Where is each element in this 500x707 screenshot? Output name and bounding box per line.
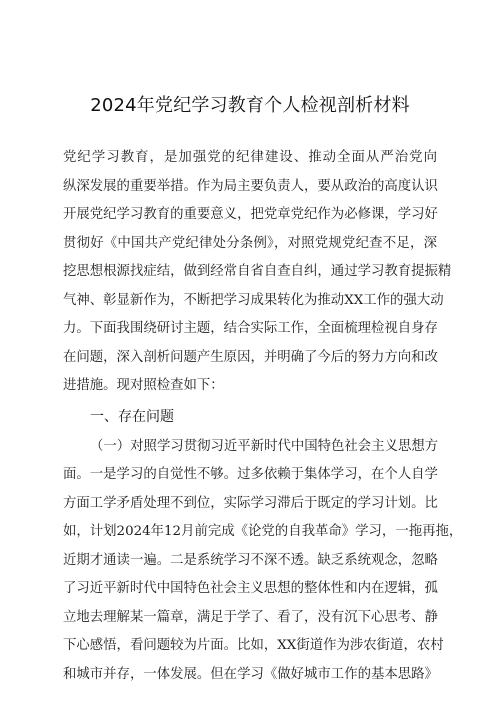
intro-line: 气神、彰显新作为，不断把学习成果转化为推动XX工作的强大动 xyxy=(63,292,444,308)
section-line: 如，计划2024年12月前完成《论党的自我革命》学习，一拖再拖， xyxy=(63,524,463,539)
section-line: 近期才通读一遍。二是系统学习不深不透。缺乏系统观念，忽略 xyxy=(63,552,438,568)
intro-line: 贯彻好《中国共产党纪律处分条例》，对照党规党纪查不足，深 xyxy=(63,235,437,251)
section-line: 立地去理解某一篇章，满足于学了、看了，没有沉下心思考、静 xyxy=(63,609,438,625)
intro-line: 在问题，深入剖析问题产生原因，并明确了今后的努力方向和改 xyxy=(63,349,438,365)
section-line: 和城市并存，一体发展。但在学习《做好城市工作的基本思路》 xyxy=(63,666,438,682)
intro-line: 开展党纪学习教育的重要意义，把党章党纪作为必修课，学习好 xyxy=(63,207,438,222)
intro-line: 纵深发展的重要举措。作为局主要负责人，要从政治的高度认识 xyxy=(63,178,438,194)
document-title: 2024年党纪学习教育个人检视剖析材料 xyxy=(90,95,410,116)
intro-line: 党纪学习教育，是加强党的纪律建设、推动全面从严治党向 xyxy=(63,150,437,165)
intro-line: 力。下面我围绕研讨主题，结合实际工作，全面梳理检视自身存 xyxy=(63,321,438,336)
section-line: 面。一是学习的自觉性不够。过多依赖于集体学习，在个人自学 xyxy=(63,467,438,482)
intro-line: 挖思想根源找症结，做到经常自省自查自纠，通过学习教育提振精 xyxy=(63,264,452,279)
section-line: 方面工学矛盾处理不到位，实际学习滞后于既定的学习计划。比 xyxy=(63,495,438,511)
section-line: 了习近平新时代中国特色社会主义思想的整体性和内在逻辑，孤 xyxy=(63,581,438,596)
section-line: 下心感悟，看问题较为片面。比如，XX街道作为涉农街道，农村 xyxy=(63,638,444,653)
intro-line: 进措施。现对照检查如下： xyxy=(63,378,224,393)
section-line: （一）对照学习贯彻习近平新时代中国特色社会主义思想方 xyxy=(90,438,439,454)
section-heading: 一、存在问题 xyxy=(90,408,174,425)
